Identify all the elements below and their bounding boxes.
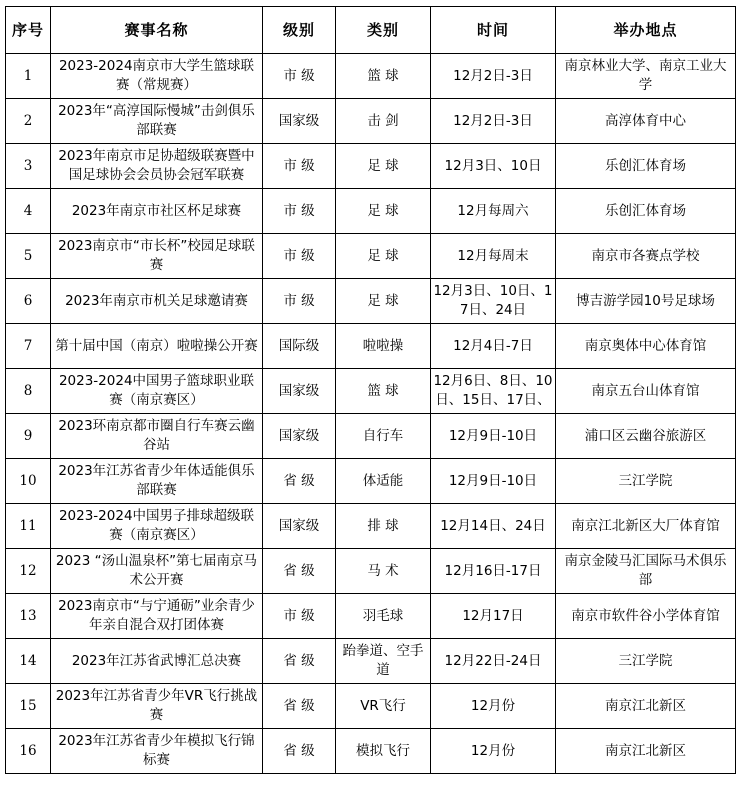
cell-venue: 乐创汇体育场 bbox=[556, 144, 736, 189]
cell-number: 4 bbox=[6, 189, 51, 234]
cell-category: 排 球 bbox=[336, 504, 431, 549]
cell-category: 篮 球 bbox=[336, 369, 431, 414]
cell-number: 10 bbox=[6, 459, 51, 504]
cell-number: 8 bbox=[6, 369, 51, 414]
cell-time: 12月4日-7日 bbox=[431, 324, 556, 369]
events-table bbox=[5, 6, 736, 774]
cell-category: 马 术 bbox=[336, 549, 431, 594]
cell-level: 市 级 bbox=[263, 279, 336, 324]
cell-venue: 博吉游学园10号足球场 bbox=[556, 279, 736, 324]
cell-category: 自行车 bbox=[336, 414, 431, 459]
cell-number: 2 bbox=[6, 99, 51, 144]
header-category: 类别 bbox=[336, 7, 431, 54]
table-row bbox=[6, 189, 736, 234]
cell-event-name: 第十届中国（南京）啦啦操公开赛 bbox=[51, 324, 263, 369]
cell-level: 市 级 bbox=[263, 594, 336, 639]
cell-number: 16 bbox=[6, 729, 51, 774]
cell-category: 足 球 bbox=[336, 189, 431, 234]
cell-number: 13 bbox=[6, 594, 51, 639]
table-row bbox=[6, 54, 736, 99]
table-row bbox=[6, 459, 736, 504]
cell-time: 12月3日、10日、17日、24日 bbox=[431, 279, 556, 324]
cell-category: 篮 球 bbox=[336, 54, 431, 99]
cell-category: 足 球 bbox=[336, 144, 431, 189]
cell-number: 7 bbox=[6, 324, 51, 369]
cell-time: 12月22日-24日 bbox=[431, 639, 556, 684]
cell-time: 12月每周末 bbox=[431, 234, 556, 279]
cell-time: 12月17日 bbox=[431, 594, 556, 639]
table-row bbox=[6, 549, 736, 594]
cell-venue: 三江学院 bbox=[556, 639, 736, 684]
table-row bbox=[6, 729, 736, 774]
cell-number: 12 bbox=[6, 549, 51, 594]
cell-event-name: 2023 “汤山温泉杯”第七届南京马术公开赛 bbox=[51, 549, 263, 594]
cell-venue: 南京奥体中心体育馆 bbox=[556, 324, 736, 369]
header-event-name: 赛事名称 bbox=[51, 7, 263, 54]
cell-number: 14 bbox=[6, 639, 51, 684]
cell-level: 省 级 bbox=[263, 549, 336, 594]
cell-category: 足 球 bbox=[336, 234, 431, 279]
cell-time: 12月份 bbox=[431, 729, 556, 774]
cell-time: 12月3日、10日 bbox=[431, 144, 556, 189]
cell-venue: 南京五台山体育馆 bbox=[556, 369, 736, 414]
cell-category: 啦啦操 bbox=[336, 324, 431, 369]
table-header-row bbox=[6, 7, 736, 54]
cell-event-name: 2023年江苏省青少年VR飞行挑战赛 bbox=[51, 684, 263, 729]
cell-level: 国家级 bbox=[263, 504, 336, 549]
cell-venue: 南京江北新区大厂体育馆 bbox=[556, 504, 736, 549]
cell-level: 省 级 bbox=[263, 684, 336, 729]
cell-event-name: 2023年南京市机关足球邀请赛 bbox=[51, 279, 263, 324]
table-row bbox=[6, 99, 736, 144]
cell-time: 12月9日-10日 bbox=[431, 414, 556, 459]
cell-level: 国家级 bbox=[263, 369, 336, 414]
cell-event-name: 2023年江苏省青少年模拟飞行锦标赛 bbox=[51, 729, 263, 774]
table-row bbox=[6, 639, 736, 684]
header-number: 序号 bbox=[6, 7, 51, 54]
cell-time: 12月份 bbox=[431, 684, 556, 729]
header-time: 时间 bbox=[431, 7, 556, 54]
cell-time: 12月2日-3日 bbox=[431, 54, 556, 99]
table-row bbox=[6, 144, 736, 189]
cell-event-name: 2023年南京市社区杯足球赛 bbox=[51, 189, 263, 234]
cell-event-name: 2023年江苏省武博汇总决赛 bbox=[51, 639, 263, 684]
table-row bbox=[6, 414, 736, 459]
cell-level: 省 级 bbox=[263, 459, 336, 504]
cell-venue: 乐创汇体育场 bbox=[556, 189, 736, 234]
table-row bbox=[6, 279, 736, 324]
cell-number: 11 bbox=[6, 504, 51, 549]
cell-time: 12月14日、24日 bbox=[431, 504, 556, 549]
cell-venue: 浦口区云幽谷旅游区 bbox=[556, 414, 736, 459]
cell-event-name: 2023南京市“市长杯”校园足球联赛 bbox=[51, 234, 263, 279]
cell-number: 3 bbox=[6, 144, 51, 189]
cell-level: 市 级 bbox=[263, 144, 336, 189]
cell-event-name: 2023-2024中国男子篮球职业联赛（南京赛区） bbox=[51, 369, 263, 414]
header-venue: 举办地点 bbox=[556, 7, 736, 54]
cell-time: 12月2日-3日 bbox=[431, 99, 556, 144]
events-table-container bbox=[5, 6, 736, 774]
table-row bbox=[6, 369, 736, 414]
cell-number: 5 bbox=[6, 234, 51, 279]
cell-category: 足 球 bbox=[336, 279, 431, 324]
cell-venue: 高淳体育中心 bbox=[556, 99, 736, 144]
table-row bbox=[6, 684, 736, 729]
cell-level: 国家级 bbox=[263, 99, 336, 144]
table-row bbox=[6, 234, 736, 279]
cell-venue: 南京江北新区 bbox=[556, 684, 736, 729]
cell-category: VR飞行 bbox=[336, 684, 431, 729]
cell-number: 9 bbox=[6, 414, 51, 459]
cell-time: 12月9日-10日 bbox=[431, 459, 556, 504]
cell-event-name: 2023年江苏省青少年体适能俱乐部联赛 bbox=[51, 459, 263, 504]
header-level: 级别 bbox=[263, 7, 336, 54]
cell-number: 6 bbox=[6, 279, 51, 324]
cell-event-name: 2023年“高淳国际慢城”击剑俱乐部联赛 bbox=[51, 99, 263, 144]
cell-time: 12月每周六 bbox=[431, 189, 556, 234]
cell-venue: 南京林业大学、南京工业大学 bbox=[556, 54, 736, 99]
table-row bbox=[6, 504, 736, 549]
cell-venue: 三江学院 bbox=[556, 459, 736, 504]
cell-number: 1 bbox=[6, 54, 51, 99]
cell-time: 12月16日-17日 bbox=[431, 549, 556, 594]
cell-venue: 南京市软件谷小学体育馆 bbox=[556, 594, 736, 639]
cell-venue: 南京市各赛点学校 bbox=[556, 234, 736, 279]
table-row bbox=[6, 594, 736, 639]
table-row bbox=[6, 324, 736, 369]
cell-level: 市 级 bbox=[263, 54, 336, 99]
cell-level: 市 级 bbox=[263, 234, 336, 279]
cell-level: 省 级 bbox=[263, 729, 336, 774]
cell-time: 12月6日、8日、10日、15日、17日、 bbox=[431, 369, 556, 414]
cell-venue: 南京金陵马汇国际马术俱乐部 bbox=[556, 549, 736, 594]
cell-category: 体适能 bbox=[336, 459, 431, 504]
cell-event-name: 2023-2024南京市大学生篮球联赛（常规赛） bbox=[51, 54, 263, 99]
cell-venue: 南京江北新区 bbox=[556, 729, 736, 774]
cell-event-name: 2023-2024中国男子排球超级联赛（南京赛区） bbox=[51, 504, 263, 549]
cell-category: 击 剑 bbox=[336, 99, 431, 144]
cell-number: 15 bbox=[6, 684, 51, 729]
cell-level: 市 级 bbox=[263, 189, 336, 234]
cell-event-name: 2023南京市“与宁通砺”业余青少年亲自混合双打团体赛 bbox=[51, 594, 263, 639]
cell-category: 跆拳道、空手道 bbox=[336, 639, 431, 684]
cell-category: 羽毛球 bbox=[336, 594, 431, 639]
cell-level: 国际级 bbox=[263, 324, 336, 369]
cell-event-name: 2023环南京都市圈自行车赛云幽谷站 bbox=[51, 414, 263, 459]
cell-event-name: 2023年南京市足协超级联赛暨中国足球协会会员协会冠军联赛 bbox=[51, 144, 263, 189]
cell-level: 省 级 bbox=[263, 639, 336, 684]
cell-level: 国家级 bbox=[263, 414, 336, 459]
cell-category: 模拟飞行 bbox=[336, 729, 431, 774]
